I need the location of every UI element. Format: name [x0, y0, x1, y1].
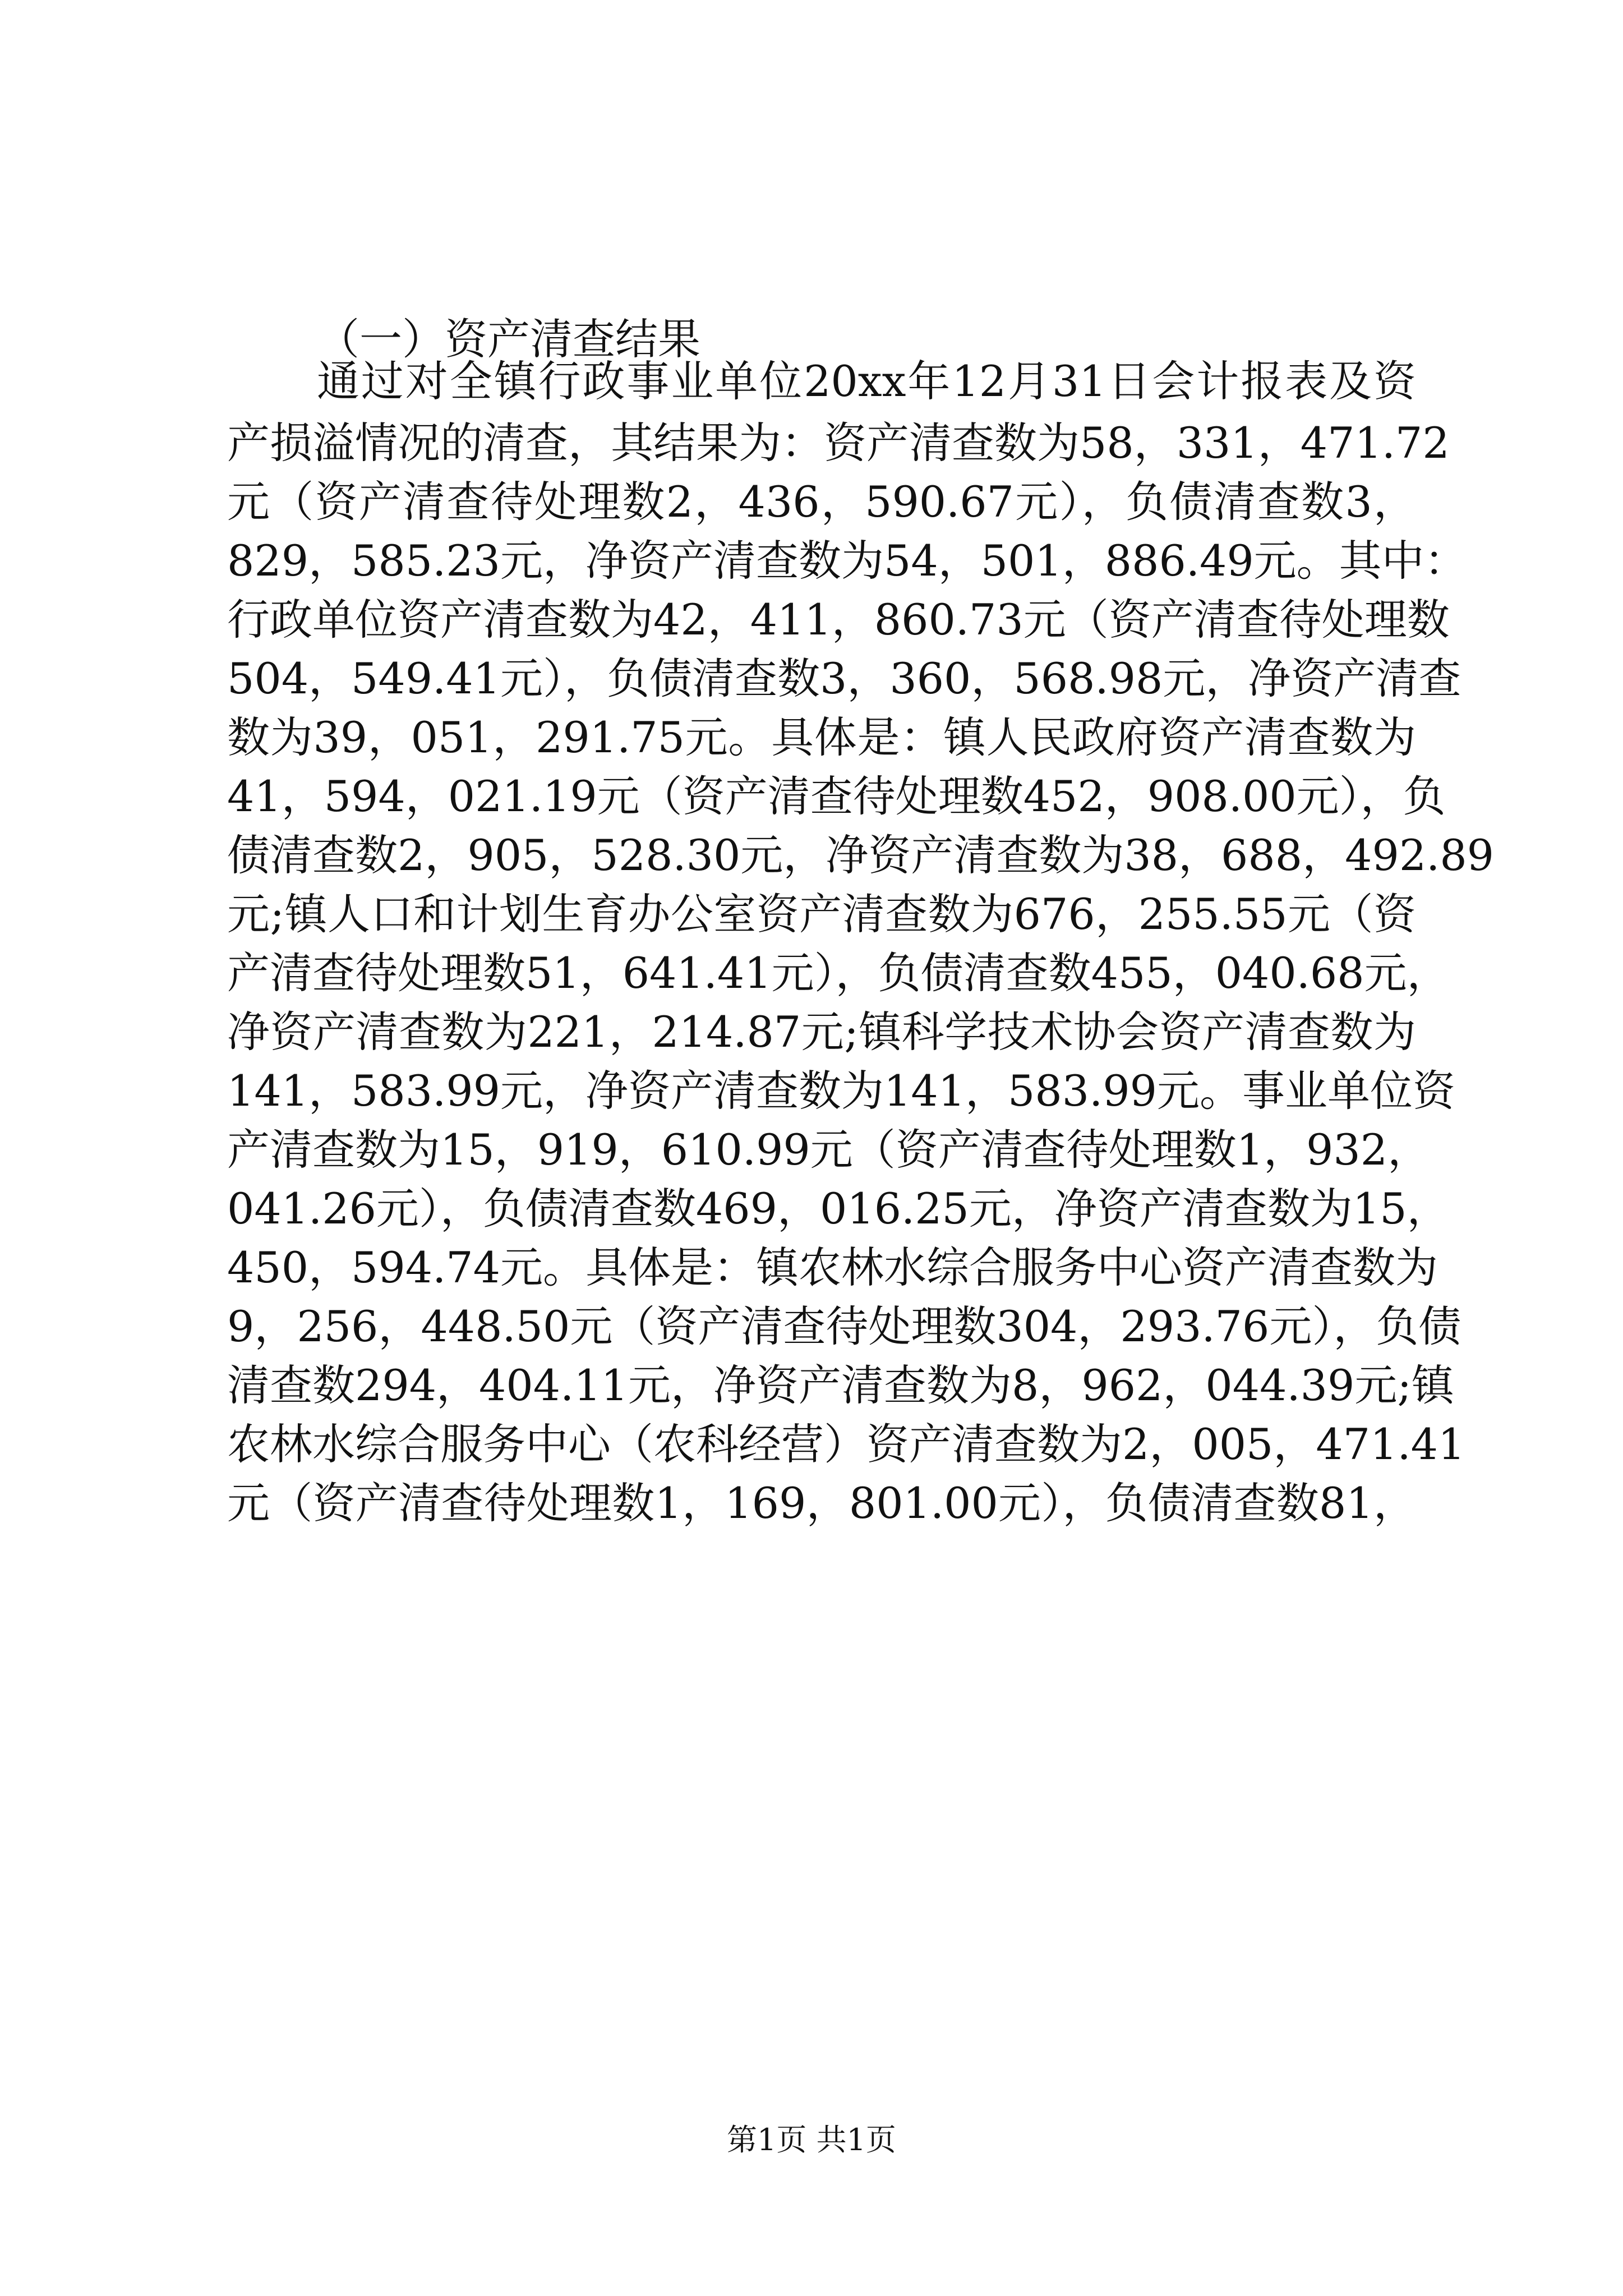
paragraph-line: 450，594.74元。具体是：镇农林水综合服务中心资产清查数为 — [227, 1243, 1438, 1292]
paragraph-line: 元（资产清查待处理数2，436，590.67元），负债清查数3， — [227, 477, 1416, 527]
paragraph-line: 元（资产清查待处理数1，169，801.00元），负债清查数81， — [227, 1478, 1416, 1528]
paragraph-line: 元;镇人口和计划生育办公室资产清查数为676，255.55元（资 — [227, 889, 1416, 939]
paragraph-line: 清查数294，404.11元，净资产清查数为8，962，044.39元;镇 — [227, 1360, 1454, 1410]
paragraph-line: 产损溢情况的清查，其结果为：资产清查数为58，331，471.72 — [227, 418, 1450, 468]
paragraph-line: 9，256，448.50元（资产清查待处理数304，293.76元），负债 — [227, 1301, 1461, 1351]
paragraph-line: 504，549.41元），负债清查数3，360，568.98元，净资产清查 — [227, 654, 1461, 703]
paragraph-line: 041.26元），负债清查数469，016.25元，净资产清查数为15， — [227, 1184, 1450, 1234]
section-heading: （一）资产清查结果 — [317, 314, 700, 364]
page-footer: 第1页 共1页 — [727, 2122, 896, 2157]
paragraph-line: 产清查待处理数51，641.41元），负债清查数455，040.68元， — [227, 948, 1450, 998]
paragraph-line: 债清查数2，905，528.30元，净资产清查数为38，688，492.89 — [227, 830, 1495, 880]
paragraph-line: 141，583.99元，净资产清查数为141，583.99元。事业单位资 — [227, 1066, 1455, 1116]
paragraph-line: 通过对全镇行政事业单位20xx年12月31日会计报表及资 — [317, 356, 1416, 406]
paragraph-line: 41，594，021.19元（资产清查待处理数452，908.00元），负 — [227, 771, 1446, 821]
paragraph-line: 产清查数为15，919，610.99元（资产清查待处理数1，932， — [227, 1125, 1431, 1175]
paragraph-line: 农林水综合服务中心（农科经营）资产清查数为2，005，471.41 — [227, 1419, 1465, 1469]
paragraph-line: 数为39，051，291.75元。具体是：镇人民政府资产清查数为 — [227, 712, 1416, 762]
paragraph-line: 829，585.23元，净资产清查数为54，501，886.49元。其中： — [227, 536, 1467, 586]
paragraph-line: 净资产清查数为221，214.87元;镇科学技术协会资产清查数为 — [227, 1007, 1416, 1057]
paragraph-line: 行政单位资产清查数为42，411，860.73元（资产清查待处理数 — [227, 595, 1450, 645]
